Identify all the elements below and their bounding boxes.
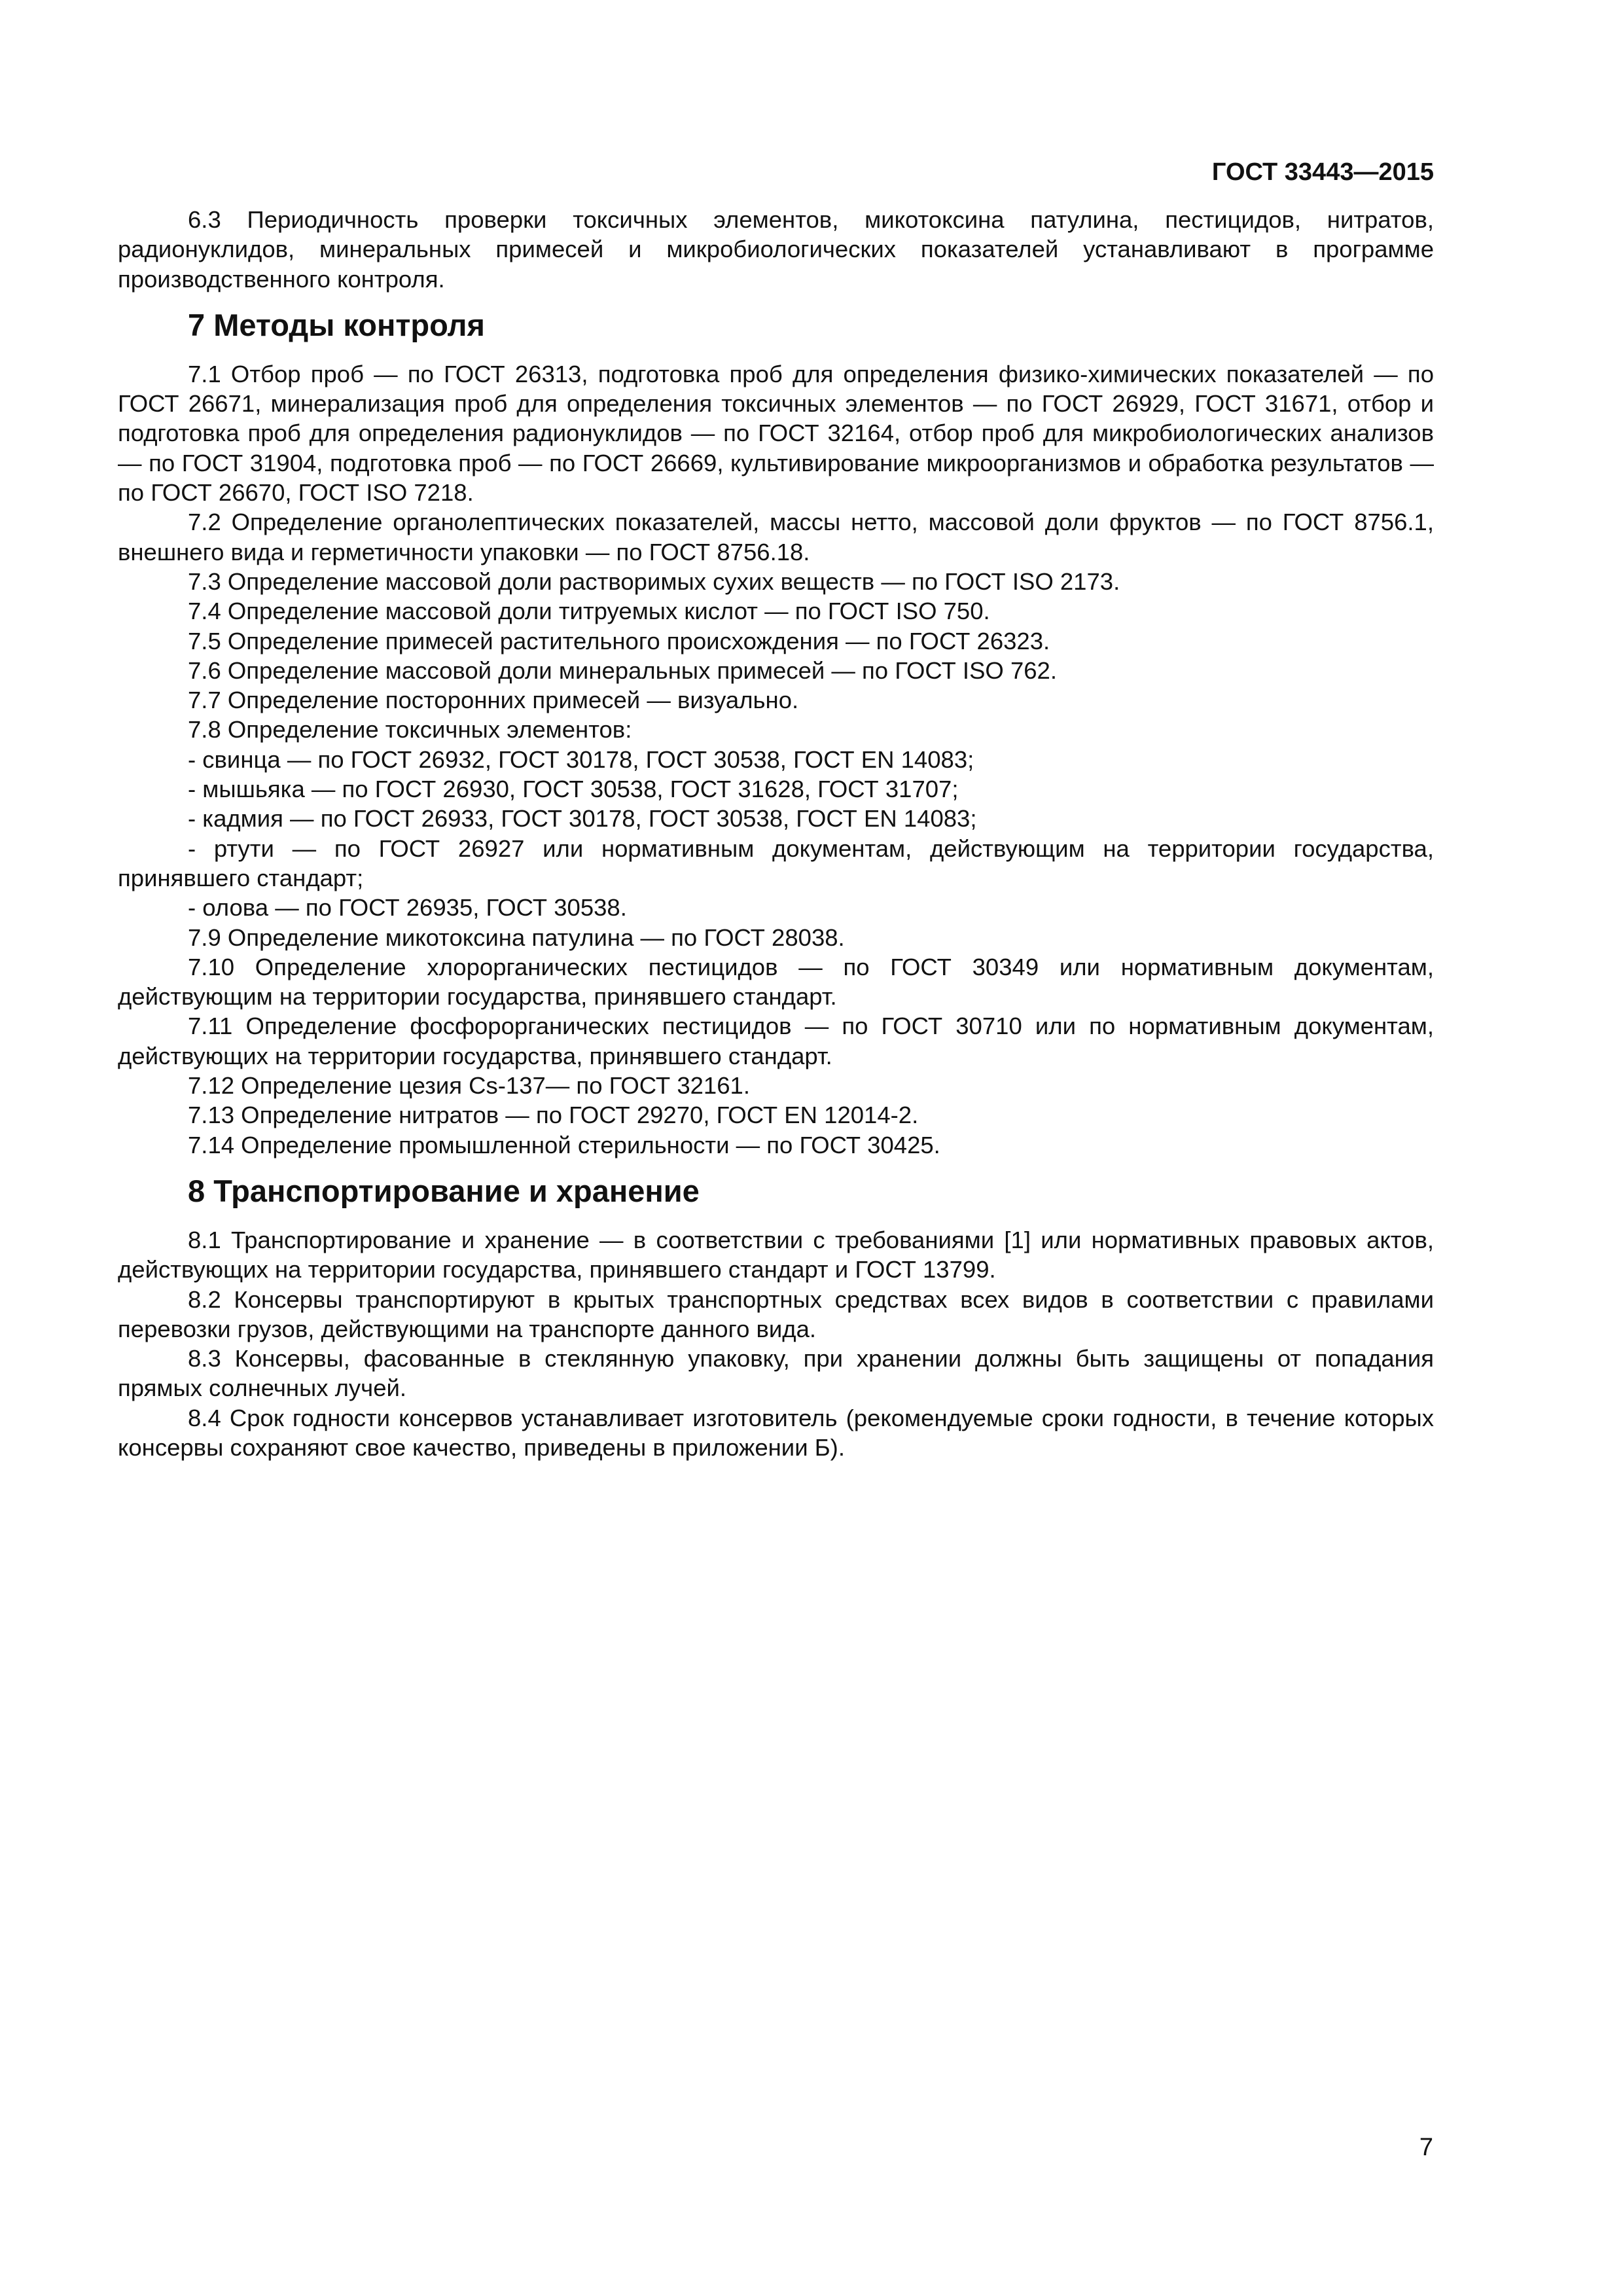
document-body	[118, 205, 1434, 1462]
list-item-arsenic: - мышьяка — по ГОСТ 26930, ГОСТ 30538, ГОСТ 31628, ГОСТ 31707;	[188, 776, 959, 803]
list-item-lead: - свинца — по ГОСТ 26932, ГОСТ 30178, ГОСТ 30538, ГОСТ EN 14083;	[188, 745, 974, 773]
list-item-mercury: - ртути — по ГОСТ 26927 или нормативным документам, действующим на территории государства, принявшего стандарт;	[118, 834, 1434, 891]
paragraph-6-3: 6.3 Периодичность проверки токсичных элементов, микотоксина патулина, пестицидов, нитратов, радионуклидов, минеральных примесей и микробиологических показателей устанавливают в программе производственного контроля.	[118, 206, 1434, 293]
paragraph-7-5: 7.5 Определение примесей растительного происхождения — по ГОСТ 26323.	[188, 627, 1050, 655]
paragraph-8-2: 8.2 Консервы транспортируют в крытых транспортных средствах всех видов в соответствии с правилами перевозки грузов, действующими на транспорте данного вида.	[118, 1285, 1434, 1342]
paragraph-7-9: 7.9 Определение микотоксина патулина — по ГОСТ 28038.	[188, 924, 845, 951]
section-7-heading: 7 Методы контроля	[188, 307, 485, 342]
paragraph-7-12: 7.12 Определение цезия Cs-137— по ГОСТ 32161.	[188, 1072, 750, 1100]
list-item-tin: - олова — по ГОСТ 26935, ГОСТ 30538.	[188, 894, 627, 922]
list-item-cadmium: - кадмия — по ГОСТ 26933, ГОСТ 30178, ГОСТ 30538, ГОСТ EN 14083;	[188, 805, 977, 833]
paragraph-7-14: 7.14 Определение промышленной стерильности — по ГОСТ 30425.	[188, 1131, 940, 1158]
paragraph-7-10: 7.10 Определение хлорорганических пестицидов — по ГОСТ 30349 или нормативным документам, действующим на территории государства, принявшего стандарт.	[118, 953, 1434, 1011]
page-number: 7	[1419, 2134, 1433, 2161]
paragraph-7-7: 7.7 Определение посторонних примесей — визуально.	[188, 687, 799, 714]
document-header: ГОСТ 33443—2015	[1211, 158, 1434, 186]
paragraph-7-3: 7.3 Определение массовой доли растворимых сухих веществ — по ГОСТ ISO 2173.	[188, 567, 1120, 595]
paragraph-7-2: 7.2 Определение органолептических показателей, массы нетто, массовой доли фруктов — по ГОСТ 8756.1, внешнего вида и герметичности упаковки — по ГОСТ 8756.18.	[118, 509, 1434, 565]
paragraph-7-6: 7.6 Определение массовой доли минеральных примесей — по ГОСТ ISO 762.	[188, 656, 1057, 684]
paragraph-7-1: 7.1 Отбор проб — по ГОСТ 26313, подготовка проб для определения физико-химических показателей — по ГОСТ 26671, минерализация проб для определения токсичных элементов — по ГОСТ 26929, ГОСТ 31671, отбор и подготовка проб для определения радионуклидов — по ГОСТ 32164, отбор проб для микробиологических анализов — по ГОСТ 31904, подготовка проб — по ГОСТ 26669, культивирование микроорганизмов и обработка результатов — по ГОСТ 26670, ГОСТ ISO 7218.	[118, 360, 1434, 507]
paragraph-8-3: 8.3 Консервы, фасованные в стеклянную упаковку, при хранении должны быть защищены от попадания прямых солнечных лучей.	[118, 1345, 1434, 1402]
paragraph-7-13: 7.13 Определение нитратов — по ГОСТ 29270, ГОСТ EN 12014-2.	[188, 1102, 919, 1129]
paragraph-8-1: 8.1 Транспортирование и хранение — в соответствии с требованиями [1] или нормативных правовых актов, действующих на территории государства, принявшего стандарт и ГОСТ 13799.	[118, 1226, 1434, 1283]
paragraph-8-4: 8.4 Срок годности консервов устанавливает изготовитель (рекомендуемые сроки годности, в течение которых консервы сохраняют свое качество, приведены в приложении Б).	[118, 1404, 1434, 1461]
paragraph-7-4: 7.4 Определение массовой доли титруемых кислот — по ГОСТ ISO 750.	[188, 598, 990, 625]
section-8-heading: 8 Транспортирование и хранение	[188, 1173, 700, 1208]
paragraph-7-11: 7.11 Определение фосфорорганических пестицидов — по ГОСТ 30710 или по нормативным документам, действующих на территории государства, принявшего стандарт.	[118, 1013, 1434, 1069]
paragraph-7-8: 7.8 Определение токсичных элементов:	[188, 716, 632, 744]
